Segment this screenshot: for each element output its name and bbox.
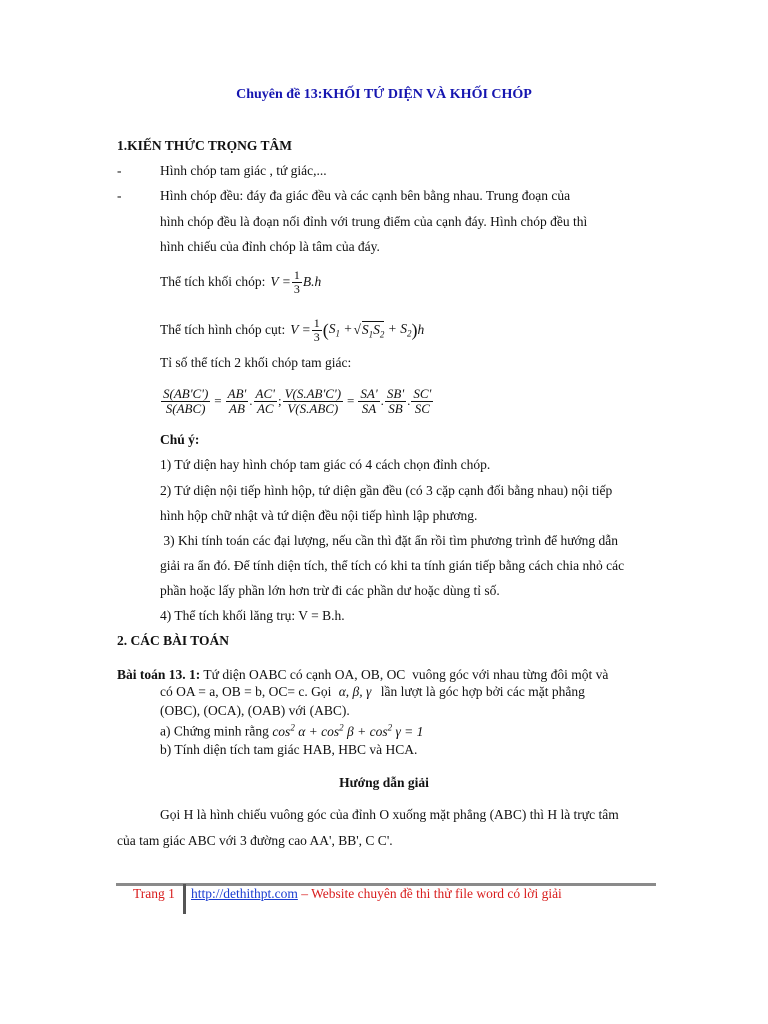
note-text: 3) Khi tính toán các đại lượng, nếu cần thì đặt ẩn rồi tìm phương trình để hướng dẫn — [160, 533, 619, 548]
note-text: giải ra ẩn đó. Để tính diện tích, thể tích có khi ta tính gián tiếp bằng cách chia nhỏ các — [160, 558, 625, 573]
problem-line — [117, 667, 608, 683]
problem-text: có OA = a, OB = b, OC= c. Gọi — [160, 684, 332, 699]
pyramid-volume-formula: Thể tích khối chóp: V = $\frac{1}{3}$ B.h — [160, 267, 322, 296]
section-heading-2: 2. CÁC BÀI TOÁN — [117, 633, 230, 648]
problem-text: Tứ diện OABC có cạnh OA, OB, OC vuông góc với nhau từng đôi một và — [200, 667, 609, 682]
volume-ratio-formula: $\frac{S(AB'C')}{\text{S(ABC)}}$ = $\frac{AB'}{AB}$ . $\frac{AC'}{AC}$ ; $\frac{V(S.AB'C')}{\text{V(S.ABC)}}$ = $\frac{SA'}{SA}$ . $\frac{SB'}{SB}$ . $\frac{SC'}{SC}$ — [163, 385, 432, 416]
note-text: 4) Thể tích khối lăng trụ: V = B.h. — [160, 608, 345, 623]
problem-text: a) Chứng minh rằng — [160, 723, 269, 739]
ratio-label: Tỉ số thể tích 2 khối chóp tam giác: — [160, 355, 352, 370]
note-text: hình hộp chữ nhật và tứ diện đều nội tiếp hình lập phương. — [160, 508, 478, 523]
solution-heading: Hướng dẫn giải — [339, 775, 429, 790]
bullet-dash: - — [117, 163, 122, 178]
problem-text: lần lượt là góc hợp bởi các mặt phẳng — [380, 684, 585, 699]
footer-vertical-bar — [183, 884, 186, 914]
footer-tagline: – Website chuyên đề thi thử file word có lời giải — [297, 886, 562, 901]
page-title: Chuyên đề 13:KHỐI TỨ DIỆN VÀ KHỐI CHÓP — [236, 87, 532, 102]
problem-line — [160, 722, 423, 740]
solution-text: Gọi H là hình chiếu vuông góc của đỉnh O xuống mặt phẳng (ABC) thì H là trực tâm — [160, 807, 619, 822]
greek-angles: α, β, γ — [338, 684, 372, 699]
footer-text — [191, 886, 562, 902]
formula-label: Thể tích hình chóp cụt: — [160, 322, 286, 337]
footer-page-number: Trang 1 — [133, 886, 175, 901]
solution-text: của tam giác ABC với 3 đường cao AA', BB', C C'. — [117, 833, 393, 848]
problem-text: (OBC), (OCA), (OAB) với (ABC). — [160, 703, 350, 718]
footer-link[interactable]: http://dethithpt.com — [191, 886, 298, 901]
bullet-text: Hình chóp đều: đáy đa giác đều và các cạnh bên bằng nhau. Trung đoạn của — [160, 188, 571, 203]
formula-label: Thể tích khối chóp: — [160, 274, 266, 289]
bullet-text: hình chóp đều là đoạn nối đỉnh với trung điểm của cạnh đáy. Hình chóp đều thì — [160, 214, 588, 229]
problem-line — [160, 684, 585, 700]
section-heading-1: 1.KIẾN THỨC TRỌNG TÂM — [117, 138, 293, 153]
bullet-text: Hình chóp tam giác , tứ giác,... — [160, 163, 327, 178]
problem-label: Bài toán 13. 1: — [117, 667, 201, 682]
note-text: 1) Tứ diện hay hình chóp tam giác có 4 cách chọn đỉnh chóp. — [160, 457, 491, 472]
frustum-volume-formula: Thể tích hình chóp cụt: V = $\frac{1}{3}$ ( $S_1$ + √ $S_1S_2$ + $S_2$ ) h — [160, 315, 425, 344]
trig-identity: $\cos^2 \alpha + \cos^2 \beta + \cos^2 \gamma = 1$ — [272, 722, 424, 739]
note-text: phần hoặc lấy phần lớn hơn trừ đi các phần dư hoặc dùng tỉ số. — [160, 583, 500, 598]
problem-text: b) Tính diện tích tam giác HAB, HBC và HCA. — [160, 742, 418, 757]
note-text: 2) Tứ diện nội tiếp hình hộp, tứ diện gần đều (có 3 cặp cạnh đối bằng nhau) nội tiếp — [160, 483, 613, 498]
note-heading: Chú ý: — [160, 432, 200, 447]
bullet-dash: - — [117, 188, 122, 203]
bullet-text: hình chiếu của đỉnh chóp là tâm của đáy. — [160, 239, 380, 254]
